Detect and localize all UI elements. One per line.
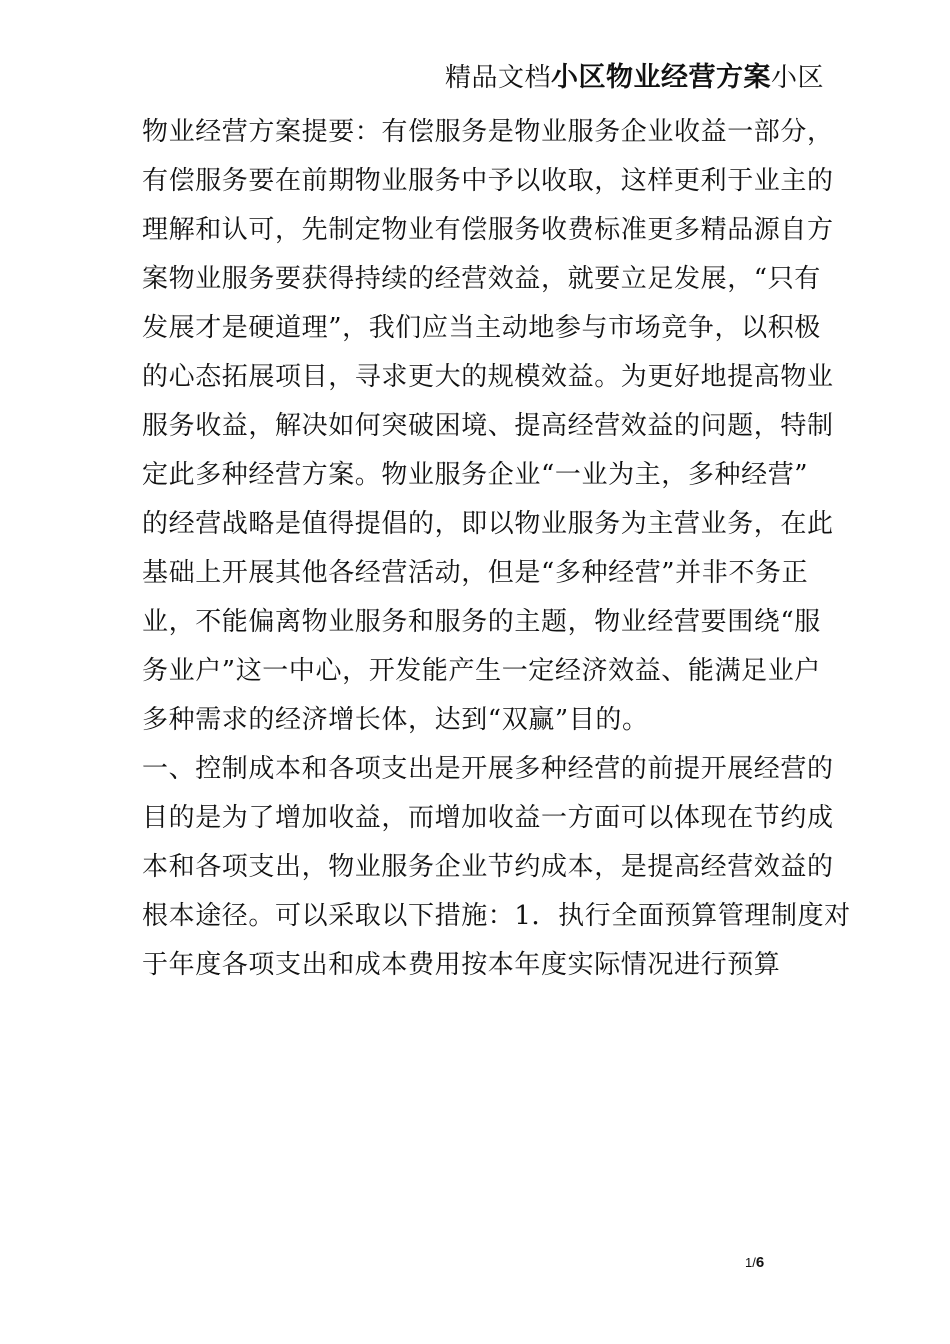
- text-line: 本和各项支出，物业服务企业节约成本，是提高经营效益的: [142, 852, 834, 882]
- header-suffix: 小区: [770, 63, 824, 93]
- text-line: 服务收益，解决如何突破困境、提高经营效益的问题，特制: [142, 411, 834, 441]
- text-line: 于年度各项支出和成本费用按本年度实际情况进行预算: [142, 950, 781, 980]
- text-line: 定此多种经营方案。物业服务企业“一业为主，多种经营”: [142, 460, 809, 490]
- text-line: 根本途径。可以采取以下措施：1．执行全面预算管理制度对: [142, 901, 851, 931]
- text-line: 的心态拓展项目，寻求更大的规模效益。为更好地提高物业: [142, 362, 834, 392]
- text-line: 务业户”这一中心，开发能产生一定经济效益、能满足业户: [142, 656, 821, 686]
- page-total: 6: [755, 1254, 765, 1271]
- text-line: 业，不能偏离物业服务和服务的主题，物业经营要围绕“服: [142, 607, 821, 637]
- text-line: 一、控制成本和各项支出是开展多种经营的前提开展经营的: [142, 754, 834, 784]
- text-line: 基础上开展其他各经营活动，但是“多种经营”并非不务正: [142, 558, 809, 588]
- text-line: 多种需求的经济增长体，达到“双赢”目的。: [142, 705, 649, 735]
- text-line: 有偿服务要在前期物业服务中予以收取，这样更利于业主的: [142, 166, 834, 196]
- body-text: [142, 108, 851, 990]
- text-line: 目的是为了增加收益，而增加收益一方面可以体现在节约成: [142, 803, 834, 833]
- page-header: [445, 58, 824, 98]
- page-current: 1/: [745, 1255, 756, 1270]
- text-line: 的经营战略是值得提倡的，即以物业服务为主营业务，在此: [142, 509, 834, 539]
- page-number: [745, 1254, 764, 1271]
- document-title: 小区物业经营方案: [550, 62, 771, 93]
- text-line: 物业经营方案提要：有偿服务是物业服务企业收益一部分，: [142, 117, 834, 147]
- text-line: 发展才是硬道理”，我们应当主动地参与市场竞争，以积极: [142, 313, 821, 343]
- header-prefix: 精品文档: [444, 63, 551, 93]
- text-line: 理解和认可，先制定物业有偿服务收费标准更多精品源自方: [142, 215, 834, 245]
- text-line: 案物业服务要获得持续的经营效益，就要立足发展，“只有: [142, 264, 821, 294]
